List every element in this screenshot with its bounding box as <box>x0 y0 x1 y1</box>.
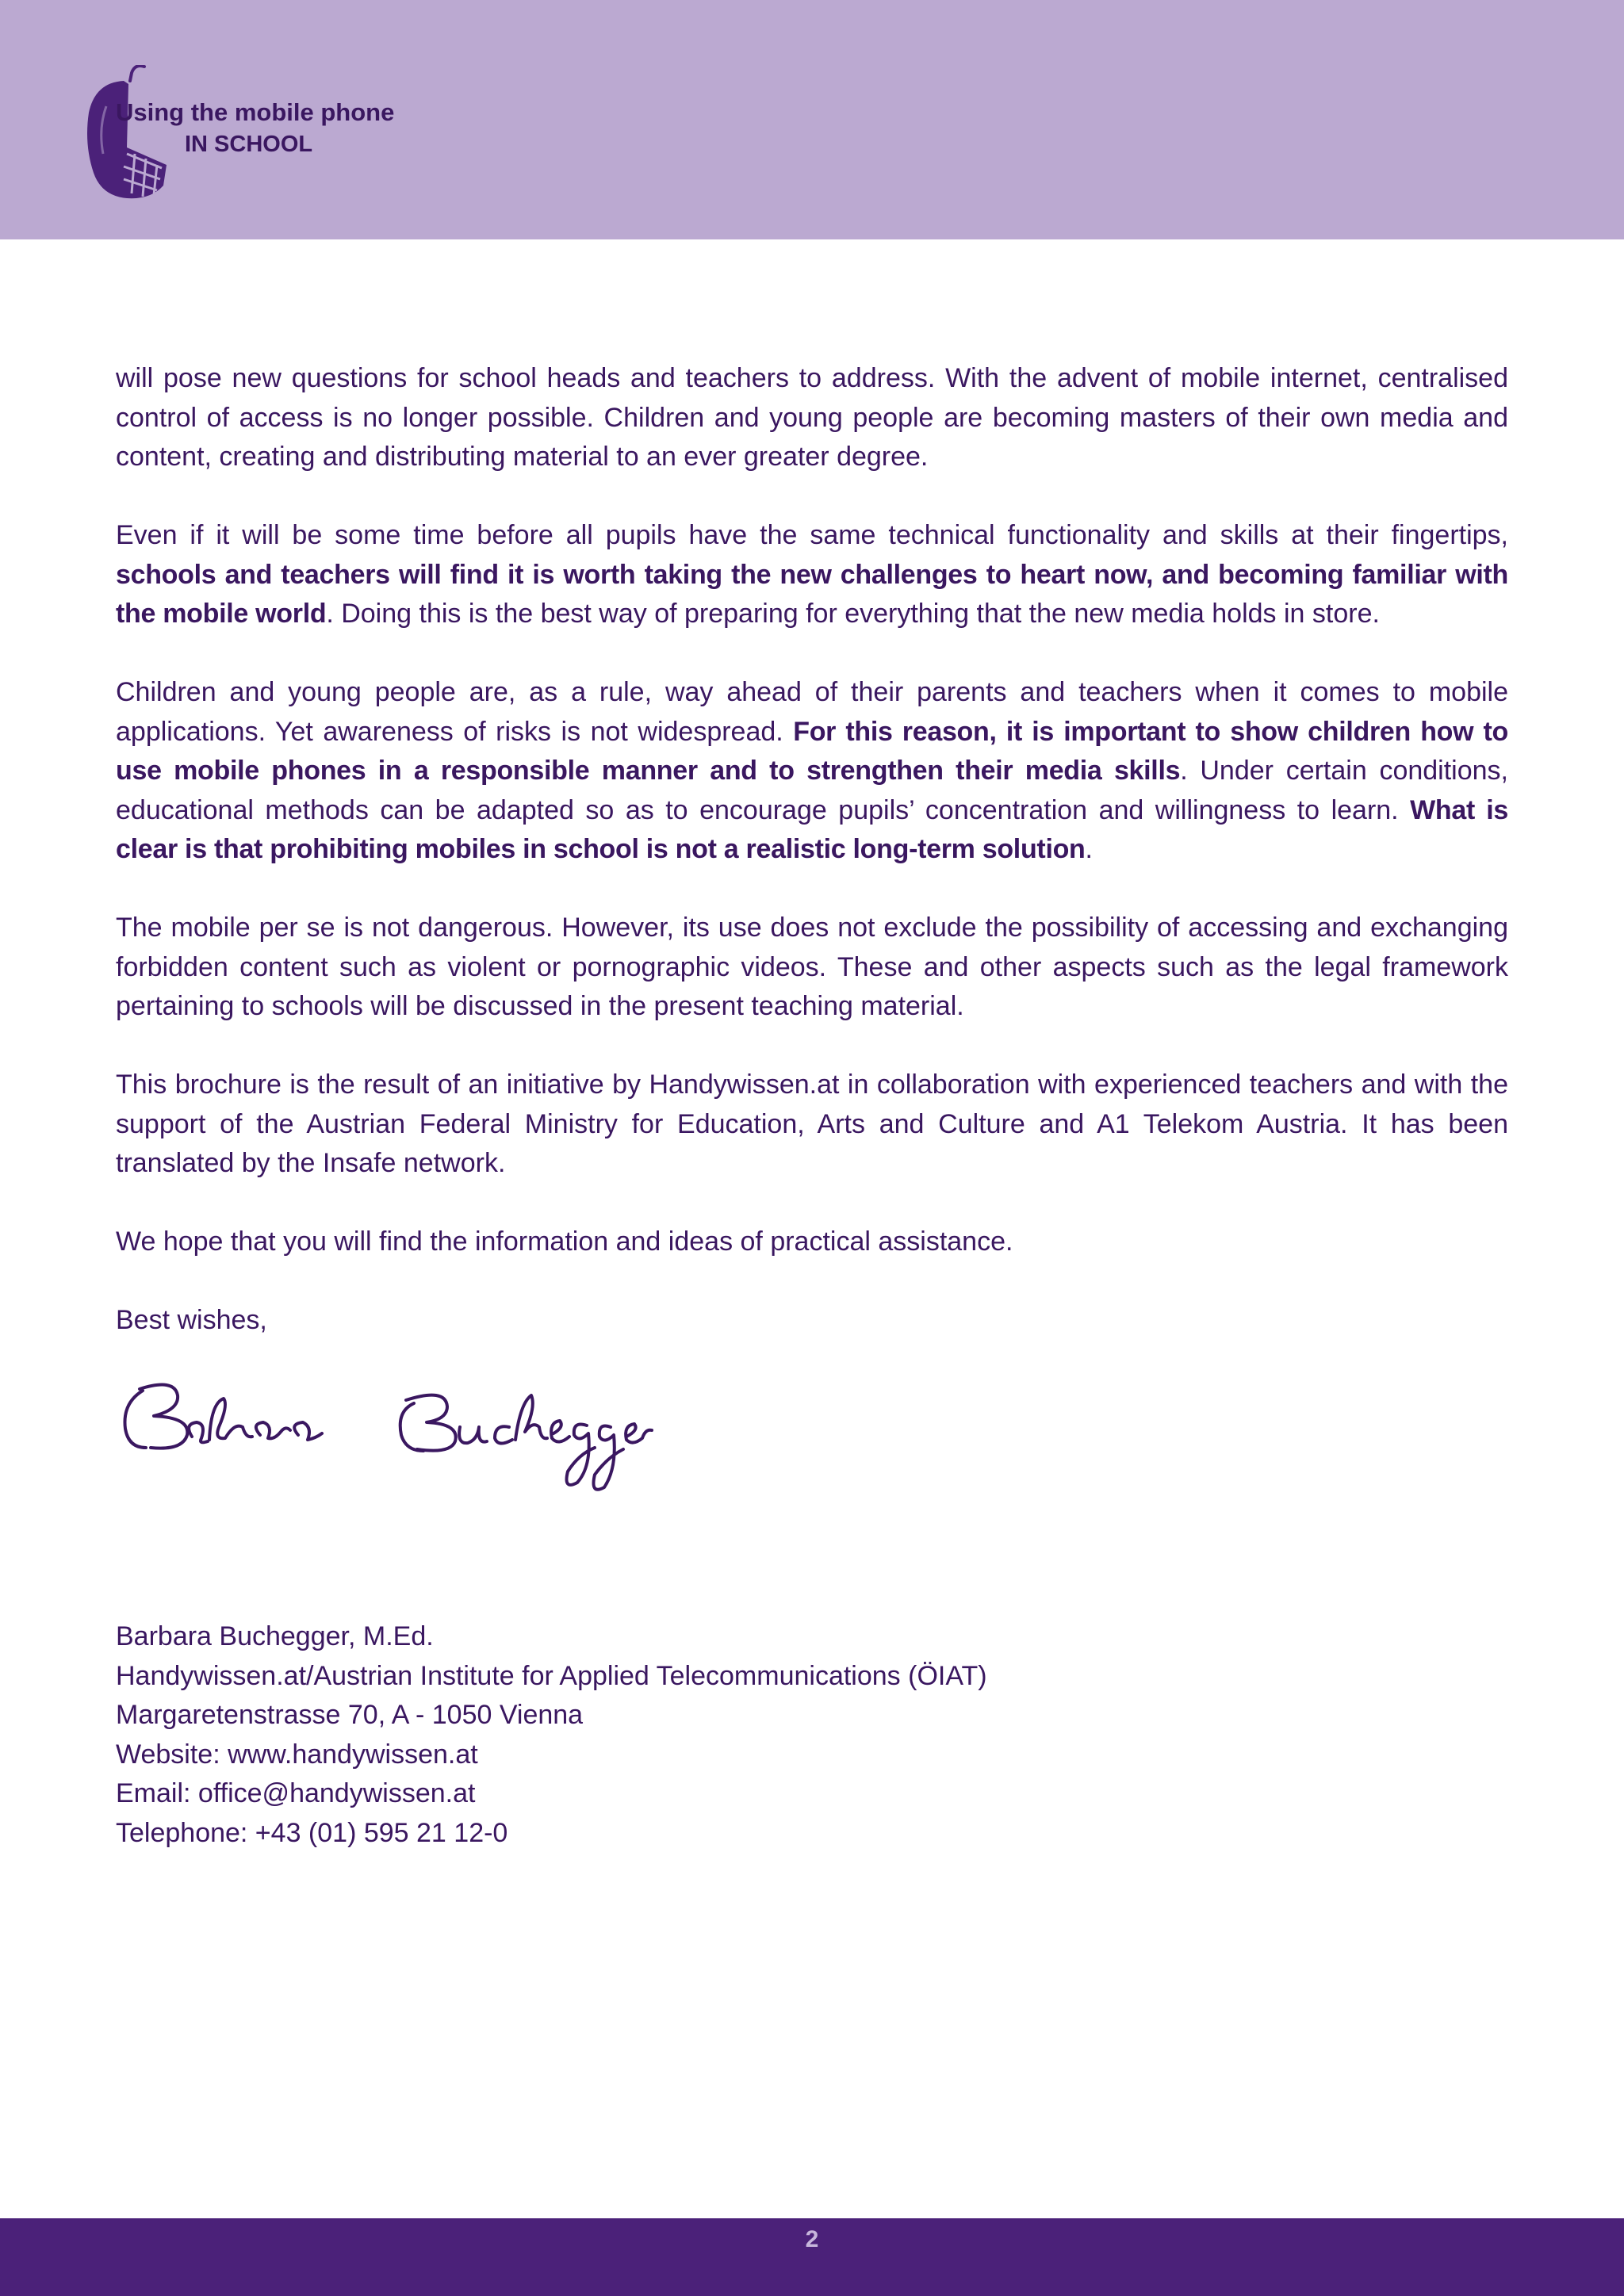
paragraph-3-text-c: . Under certain conditions, educational methods can be adapted so as to encourage pupils’ concentration and willingness to learn. <box>116 756 1509 825</box>
closing: Best wishes, <box>116 1305 267 1335</box>
paragraph-1: will pose new questions for school heads and teachers to address. With the advent of mobile internet, centralised control of access is no longer possible. Children and young people are becoming masters of their own media and content, creating and distributing material to an ever greater degree. <box>116 363 1508 472</box>
page-number: 2 <box>805 2226 819 2252</box>
paragraph-2-text-a: Even if it will be some time before all pupils have the same technical functionality and skills at their fingertips, <box>116 520 1508 550</box>
mobile-phone-icon <box>79 65 167 201</box>
paragraph-3-text-a: Children and young people are, as a rule, way ahead of their parents and teachers when it comes to mobile applications. Yet awareness of risks is not widespread. <box>116 677 1508 747</box>
paragraph-3 <box>116 673 1508 870</box>
paragraph-6: We hope that you will find the information and ideas of practical assistance. <box>116 1226 1013 1257</box>
contact-address: Margaretenstrasse 70, A - 1050 Vienna <box>116 1700 584 1730</box>
handwritten-signature <box>119 1372 690 1514</box>
contact-email: Email: office@handywissen.at <box>116 1778 476 1808</box>
logo <box>79 65 412 201</box>
signature <box>119 1372 690 1514</box>
paragraph-2 <box>116 516 1508 634</box>
footer-band <box>0 2218 1624 2296</box>
paragraph-2-text-c: . Doing this is the best way of preparing for everything that the new media holds in store. <box>326 599 1380 629</box>
contact-block <box>116 1617 987 1853</box>
contact-telephone: Telephone: +43 (01) 595 21 12-0 <box>116 1817 508 1848</box>
contact-organisation: Handywissen.at/Austrian Institute for Applied Telecommunications (ÖIAT) <box>116 1660 987 1691</box>
paragraph-2-bold: schools and teachers will find it is worth taking the new challenges to heart now, and becoming familiar with the mobile world <box>116 559 1508 629</box>
logo-title-line2: IN SCHOOL <box>185 132 313 157</box>
paragraph-3-text-e: . <box>1085 834 1093 864</box>
contact-website: Website: www.handywissen.at <box>116 1739 478 1770</box>
paragraph-3-bold-2: What is clear is that prohibiting mobiles in school is not a realistic long-term solution <box>116 794 1508 864</box>
letter-body <box>116 359 1508 1380</box>
paragraph-5: This brochure is the result of an initiative by Handywissen.at in collaboration with experienced teachers and with the support of the Austrian Federal Ministry for Education, Arts and Culture and A1 Telekom Austria. It has been translated by the Insafe network. <box>116 1070 1508 1178</box>
paragraph-3-bold-1: For this reason, it is important to show children how to use mobile phones in a responsible manner and to strengthen their media skills <box>116 716 1508 786</box>
logo-title-line1: Using the mobile phone <box>116 98 395 126</box>
paragraph-4: The mobile per se is not dangerous. However, its use does not exclude the possibility of accessing and exchanging forbidden content such as violent or pornographic videos. These and other aspects such as the legal framework pertaining to schools will be discussed in the present teaching material. <box>116 913 1508 1021</box>
header-band <box>0 0 1624 239</box>
contact-name: Barbara Buchegger, M.Ed. <box>116 1621 434 1651</box>
